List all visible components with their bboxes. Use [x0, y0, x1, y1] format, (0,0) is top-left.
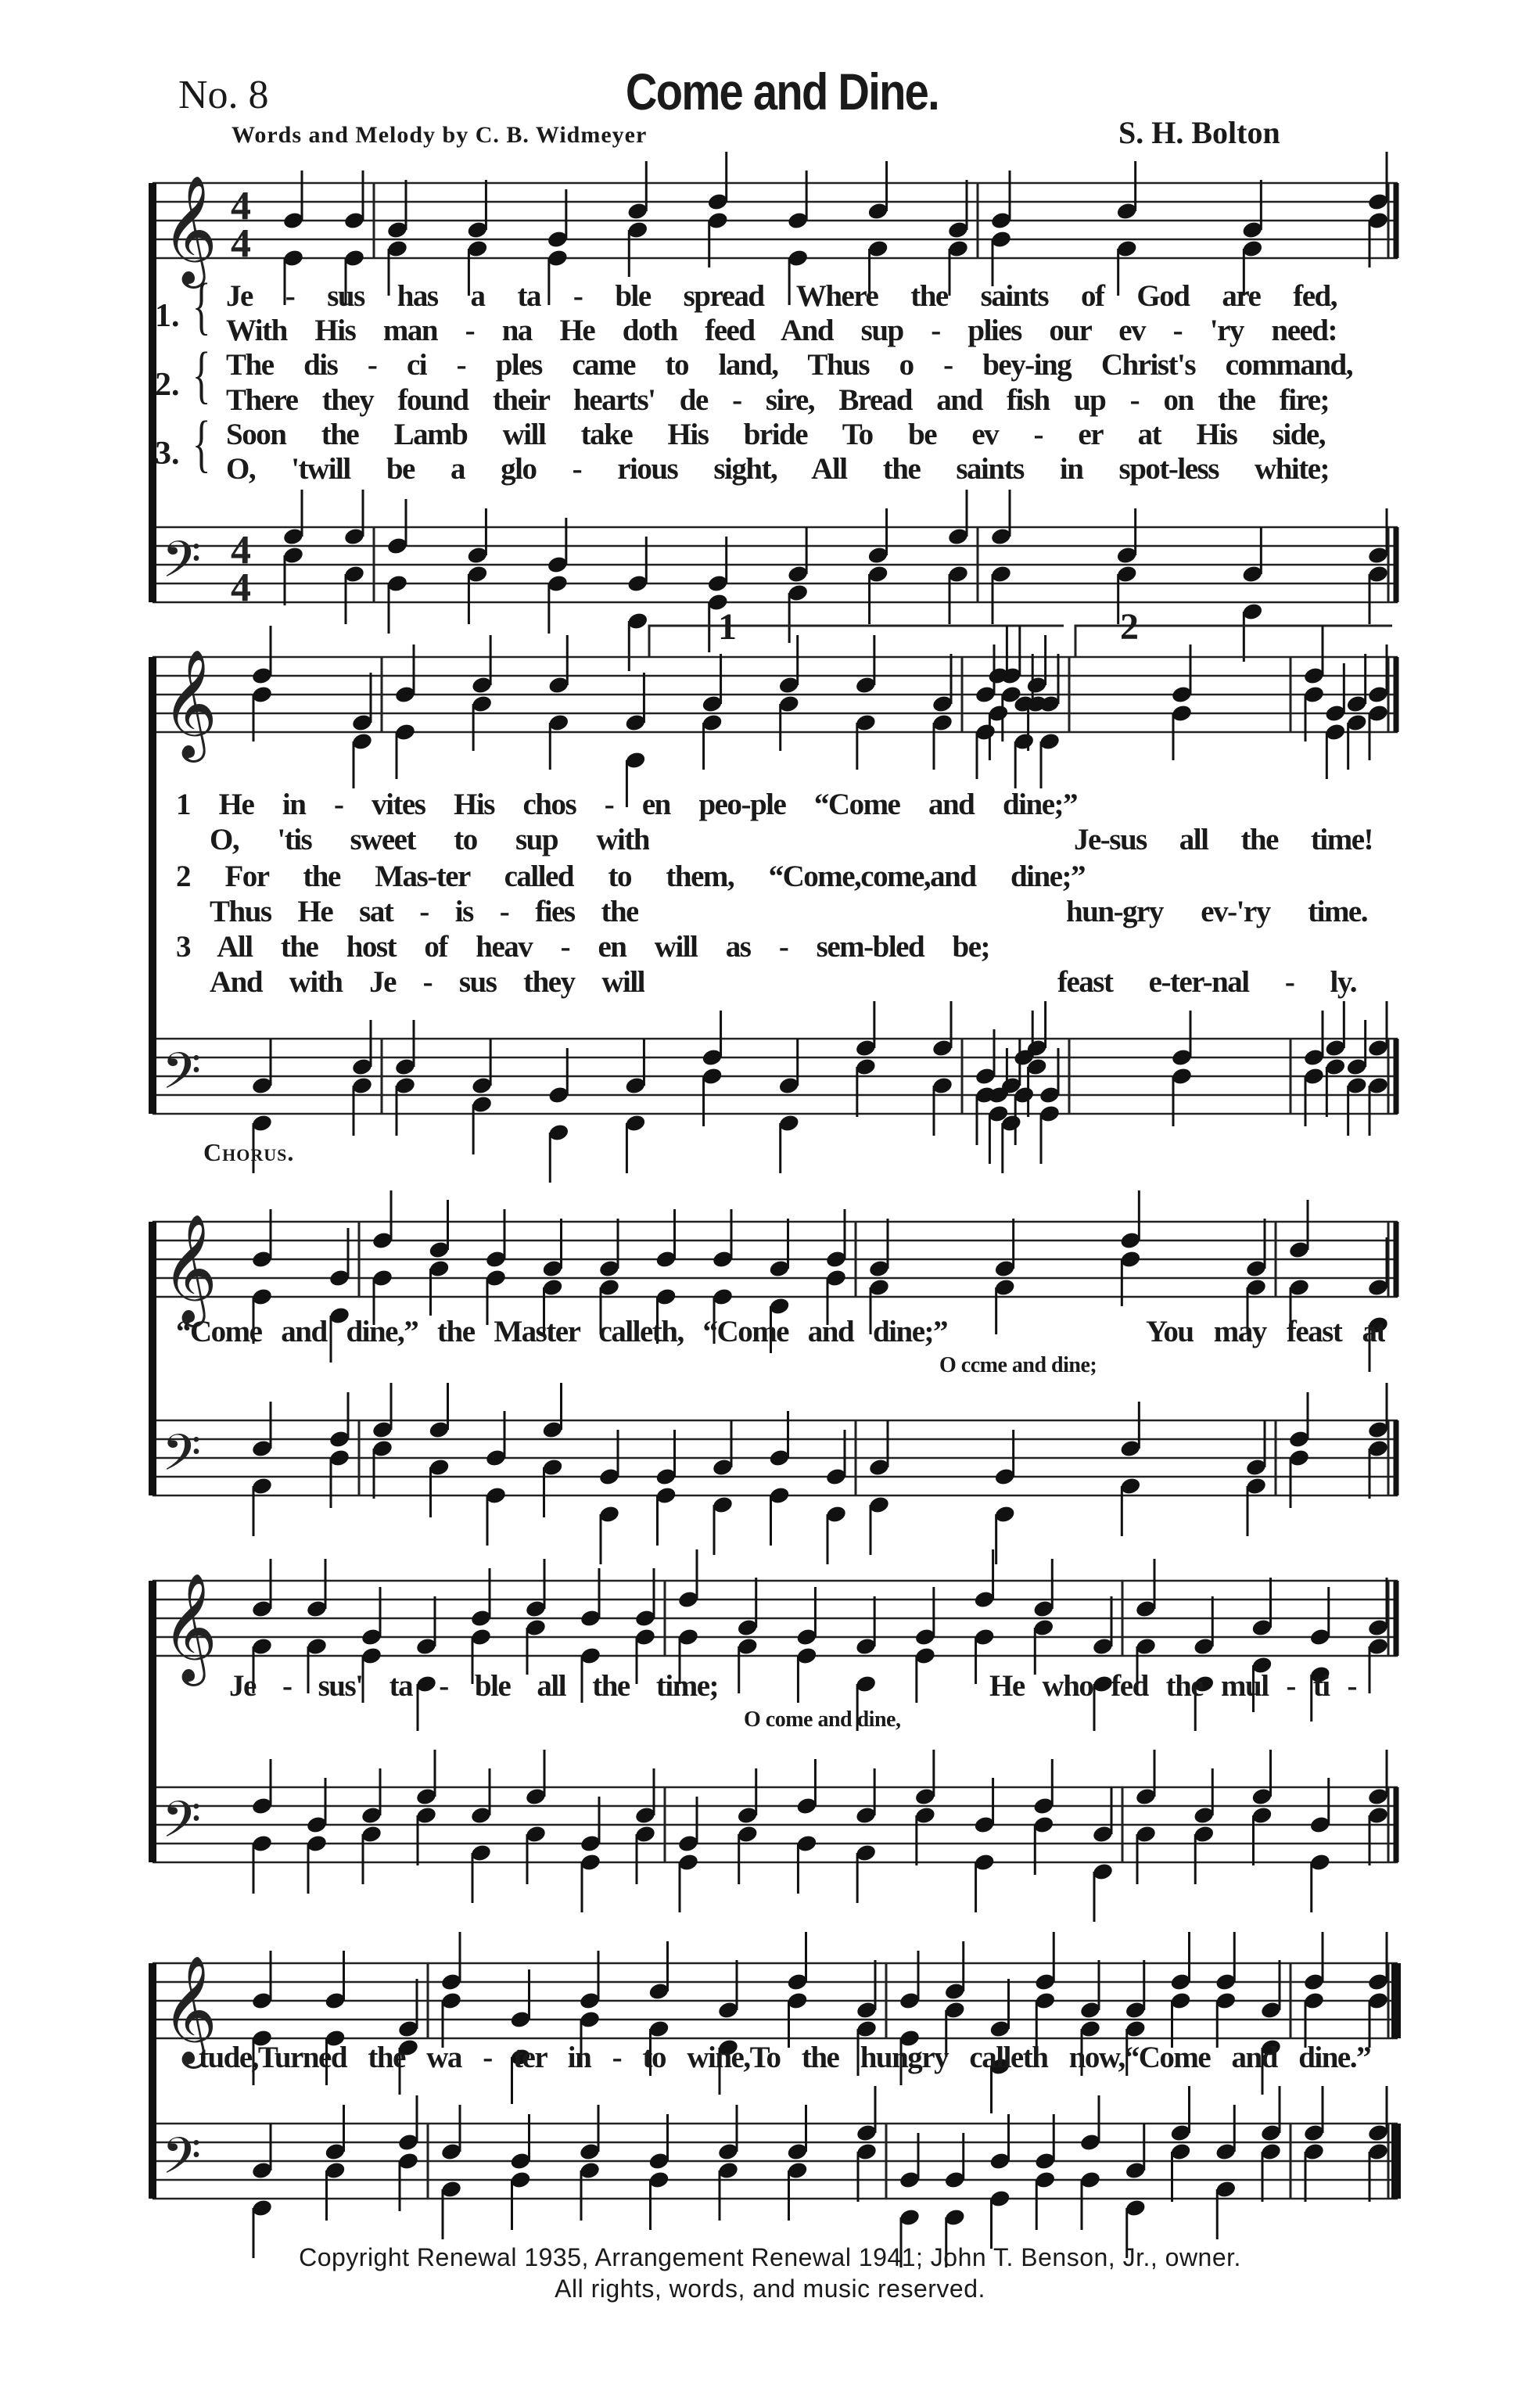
bass-clef: 𝄢	[162, 2127, 202, 2198]
copyright-line: Copyright Renewal 1935, Arrangement Renewal 1941; John T. Benson, Jr., owner.	[299, 2243, 1241, 2271]
lyric-line: He who fed the mul - ti -	[989, 1670, 1356, 1703]
lyric-line: Soon the Lamb will take His bride To be ev - er at His side,	[226, 418, 1325, 451]
verse-brace: {	[192, 408, 211, 479]
copyright-line: All rights, words, and music reserved.	[555, 2275, 985, 2303]
lyric-line: hun-gry ev-'ry time.	[1066, 896, 1367, 928]
verse-brace: {	[192, 270, 211, 341]
bass-clef: 𝄢	[162, 1043, 202, 1113]
volta-1-label: 1	[718, 606, 737, 648]
verse-brace: {	[192, 339, 211, 410]
words-credit: Words and Melody by C. B. Widmeyer	[232, 122, 648, 148]
treble-clef: 𝄞	[162, 175, 217, 284]
lyric-line: O, 'tis sweet to sup with	[210, 824, 649, 856]
hymn-title: Come and Dine.	[625, 63, 939, 120]
lyric-line: You may feast at	[1146, 1316, 1385, 1348]
lyric-line: O, 'twill be a glo - rious sight, All the saints in spot-less white;	[226, 453, 1329, 486]
verse-number: 1.	[155, 298, 180, 334]
verse-number: 3.	[155, 436, 180, 472]
lyric-line: “Come and dine,” the Master calleth, “Come and dine;”	[176, 1316, 947, 1348]
treble-clef: 𝄞	[162, 1955, 217, 2064]
bass-clef: 𝄢	[162, 1791, 202, 1862]
treble-clef: 𝄞	[162, 649, 217, 758]
volta-bracket-1	[649, 626, 1064, 657]
echo-lyric: O come and dine,	[744, 1707, 901, 1732]
lyric-line: The dis - ci - ples came to land, Thus o - bey-ing Christ's command,	[226, 349, 1352, 382]
treble-clef: 𝄞	[162, 1214, 217, 1323]
lyric-line: There they found their hearts' de - sire, Bread and fish up - on the fire;	[226, 384, 1329, 417]
lyric-line: 3 All the host of heav - en will as - sem-bled be;	[176, 931, 989, 964]
treble-clef: 𝄞	[162, 1573, 217, 1682]
time-signature-top: 4	[231, 184, 251, 228]
bass-clef: 𝄢	[162, 1424, 202, 1495]
time-signature-bottom: 4	[231, 221, 251, 266]
lyric-line: 2 For the Mas-ter called to them, “Come,come,and dine;”	[176, 860, 1085, 893]
lyric-line: Je-sus all the time!	[1074, 824, 1373, 856]
lyric-line: Thus He sat - is - fies the	[210, 896, 638, 928]
lyric-line: And with Je - sus they will	[210, 966, 644, 999]
time-signature-bottom: 4	[231, 565, 251, 610]
lyric-line: With His man - na He doth feed And sup - plies our ev - 'ry need:	[226, 314, 1337, 347]
lyric-line: feast e-ter-nal - ly.	[1057, 966, 1356, 999]
echo-lyric: O ccme and dine;	[939, 1353, 1097, 1377]
volta-2-label: 2	[1120, 606, 1139, 648]
lyric-line: Je - sus' ta - ble all the time;	[229, 1670, 718, 1703]
chorus-label: Chorus.	[203, 1138, 295, 1166]
bass-clef: 𝄢	[162, 531, 202, 601]
time-signature-top: 4	[231, 528, 251, 573]
lyric-line: 1 He in - vites His chos - en peo-ple “Come and dine;”	[176, 788, 1077, 821]
lyric-line: tude,Turned the wa - ter in - to wine,To the hungry calleth now,“Come and dine.”	[199, 2041, 1370, 2074]
arranger-credit: S. H. Bolton	[1118, 115, 1280, 150]
lyric-line: Je - sus has a ta - ble spread Where the saints of God are fed,	[226, 280, 1337, 313]
hymn-number: No. 8	[178, 73, 269, 117]
verse-number: 2.	[155, 367, 180, 403]
